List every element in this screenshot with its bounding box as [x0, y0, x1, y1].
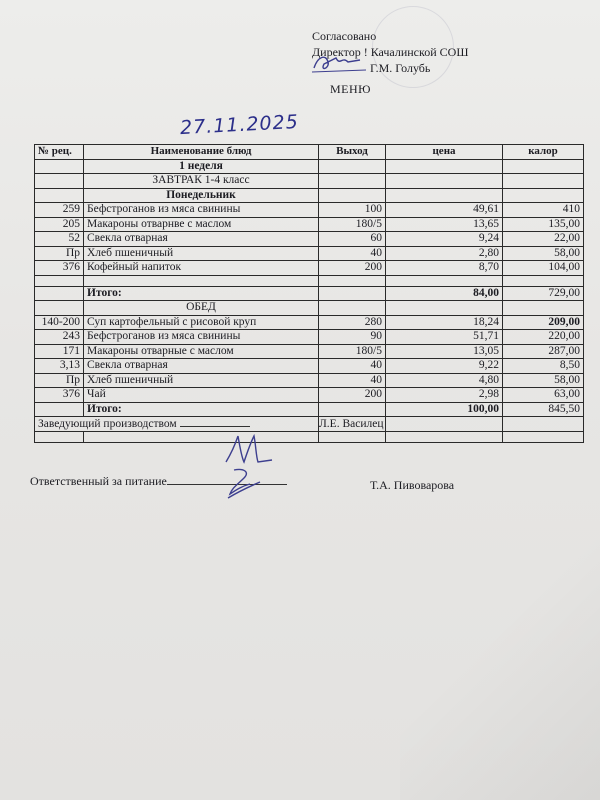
day-label: Понедельник — [84, 188, 319, 203]
lunch-total-price: 100,00 — [386, 402, 503, 417]
week-label: 1 неделя — [84, 159, 319, 174]
table-row: 376 Кофейный напиток 200 8,70 104,00 — [35, 261, 584, 276]
head-of-production-name: Л.Е. Василец — [319, 417, 386, 432]
lunch-total-row — [35, 402, 584, 417]
head-of-production-label: Заведующий производством — [38, 418, 177, 430]
director-name: Г.М. Голубь — [370, 61, 431, 75]
table-row: Пр Хлеб пшеничный 40 4,80 58,00 — [35, 373, 584, 388]
column-header-name: Наименование блюд — [84, 145, 319, 160]
breakfast-total-calories: 729,00 — [503, 286, 584, 301]
column-header-calories: калор — [503, 145, 584, 160]
lunch-total-label: Итого: — [84, 402, 319, 417]
breakfast-label: ЗАВТРАК 1-4 класс — [84, 174, 319, 189]
table-row: 140-200 Суп картофельный с рисовой круп 280 18,24 209,00 — [35, 315, 584, 330]
menu-title: МЕНЮ — [330, 82, 371, 96]
table-row: 171 Макароны отварные с маслом 180/5 13,05 287,00 — [35, 344, 584, 359]
paper-shadow — [400, 540, 600, 800]
lunch-total-calories: 845,50 — [503, 402, 584, 417]
week-row — [35, 159, 584, 174]
approved-label: Согласовано — [312, 29, 377, 43]
lunch-label-row — [35, 301, 584, 316]
handwritten-date: 27.11.2025 — [179, 110, 300, 140]
director-signature — [308, 48, 368, 78]
table-row: 243 Бефстроганов из мяса свинины 90 51,71 220,00 — [35, 330, 584, 345]
menu-table — [34, 144, 584, 443]
table-row: 376 Чай 200 2,98 63,00 — [35, 388, 584, 403]
director-line: Директор ! Качалинской СОШ — [312, 45, 469, 59]
head-of-production-row — [35, 417, 584, 432]
responsible-signature — [220, 464, 270, 504]
column-header-code: № рец. — [35, 145, 84, 160]
responsible-label: Ответственный за питание — [30, 474, 167, 488]
table-row: Пр Хлеб пшеничный 40 2,80 58,00 — [35, 246, 584, 261]
breakfast-label-row — [35, 174, 584, 189]
table-row: 3,13 Свекла отварная 40 9,22 8,50 — [35, 359, 584, 374]
breakfast-total-row — [35, 286, 584, 301]
blank-row — [35, 432, 584, 443]
responsible-name: Т.А. Пивоварова — [370, 478, 455, 492]
table-row: 205 Макароны отварнве с маслом 180/5 13,65 135,00 — [35, 217, 584, 232]
day-row — [35, 188, 584, 203]
lunch-label: ОБЕД — [84, 301, 319, 316]
column-header-output: Выход — [319, 145, 386, 160]
breakfast-total-label: Итого: — [84, 286, 319, 301]
table-header-row — [35, 145, 584, 160]
breakfast-total-price: 84,00 — [386, 286, 503, 301]
column-header-price: цена — [386, 145, 503, 160]
blank-row — [35, 275, 584, 286]
table-row: 259 Бефстроганов из мяса свинины 100 49,61 410 — [35, 203, 584, 218]
table-row: 52 Свекла отварная 60 9,24 22,00 — [35, 232, 584, 247]
